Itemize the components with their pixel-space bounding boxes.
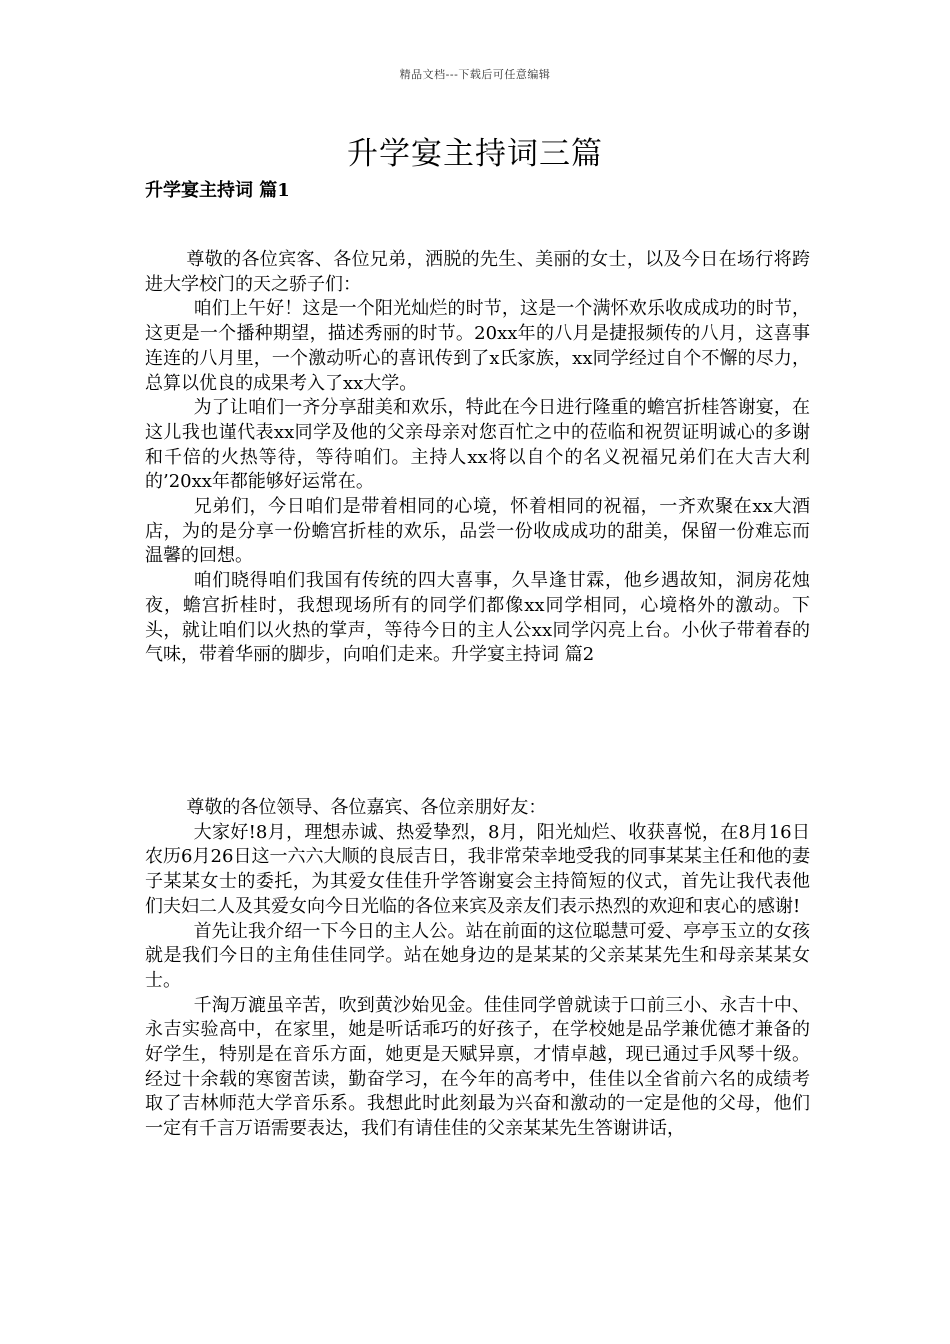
- paragraph: [145, 569, 810, 668]
- paragraph: 尊敬的各位宾客、各位兄弟，洒脱的先生、美丽的女士，以及今日在场行将跨进大学校门的天之骄子们：: [145, 249, 810, 295]
- document-title: 升学宴主持词三篇: [347, 136, 603, 172]
- paragraph: 大家好!8月，理想赤诚、热爱挚烈，8月，阳光灿烂、收获喜悦，在8月16日农历6月26日这一六六大顺的良辰吉日，我非常荣幸地受我的同事某某主任和他的妻子某某女士的委托，为其爱女佳佳升学答谢宴会主持简短的仪式，首先让我代表他们夫妇二人及其爱女向今日光临的各位来宾及亲友们表示热烈的欢迎和衷心的感谢!: [145, 821, 810, 917]
- paragraph: 尊敬的各位领导、各位嘉宾、各位亲朋好友：: [186, 797, 547, 818]
- section-heading-1: 升学宴主持词 篇1: [145, 180, 290, 201]
- paragraph-text: 咱们晓得咱们我国有传统的四大喜事，久旱逢甘霖，他乡遇故知，洞房花烛夜，蟾宫折桂时，我想现场所有的同学们都像xx同学相同，心境格外的激动。下头，就让咱们以火热的掌声，等待今日的主人公xx同学闪亮上台。小伙子带着春的气味，带着华丽的脚步，向咱们走来。: [145, 570, 810, 666]
- paragraph: 咱们上午好！这是一个阳光灿烂的时节，这是一个满怀欢乐收成成功的时节，这更是一个播种期望，描述秀丽的时节。20xx年的八月是捷报频传的八月，这喜事连连的八月里，一个激动听心的喜讯传到了x氏家族，xx同学经过自个不懈的尽力，总算以优良的成果考入了xx大学。: [145, 298, 810, 394]
- section-heading-2: 升学宴主持词 篇2: [451, 644, 595, 666]
- paragraph: 兄弟们，今日咱们是带着相同的心境，怀着相同的祝福，一齐欢聚在xx大酒店，为的是分享一份蟾宫折桂的欢乐，品尝一份收成成功的甜美，保留一份难忘而温馨的回想。: [145, 496, 810, 567]
- paragraph: 千淘万漉虽辛苦，吹到黄沙始见金。佳佳同学曾就读于口前三小、永吉十中、永吉实验高中，在家里，她是听话乖巧的好孩子，在学校她是品学兼优德才兼备的好学生，特别是在音乐方面，她更是天赋异禀，才情卓越，现已通过手风琴十级。经过十余载的寒窗苦读，勤奋学习，在今年的高考中，佳佳以全省前六名的成绩考取了吉林师范大学音乐系。我想此时此刻最为兴奋和激动的一定是他的父母，他们一定有千言万语需要表达，我们有请佳佳的父亲某某先生答谢讲话，: [145, 994, 810, 1140]
- header-note: 精品文档---下载后可任意编辑: [399, 68, 551, 81]
- section-body-1: [145, 248, 810, 668]
- section-body-2: [145, 796, 810, 1142]
- paragraph: 为了让咱们一齐分享甜美和欢乐，特此在今日进行隆重的蟾宫折桂答谢宴，在这儿我也谨代表xx同学及他的父亲母亲对您百忙之中的莅临和祝贺证明诚心的多谢和千倍的火热等待，等待咱们。主持人xx将以自个的名义祝福兄弟们在大吉大利的’20xx年都能够好运常在。: [145, 397, 810, 493]
- paragraph: 首先让我介绍一下今日的主人公。站在前面的这位聪慧可爱、亭亭玉立的女孩就是我们今日的主角佳佳同学。站在她身边的是某某的父亲某某先生和母亲某某女士。: [145, 920, 810, 991]
